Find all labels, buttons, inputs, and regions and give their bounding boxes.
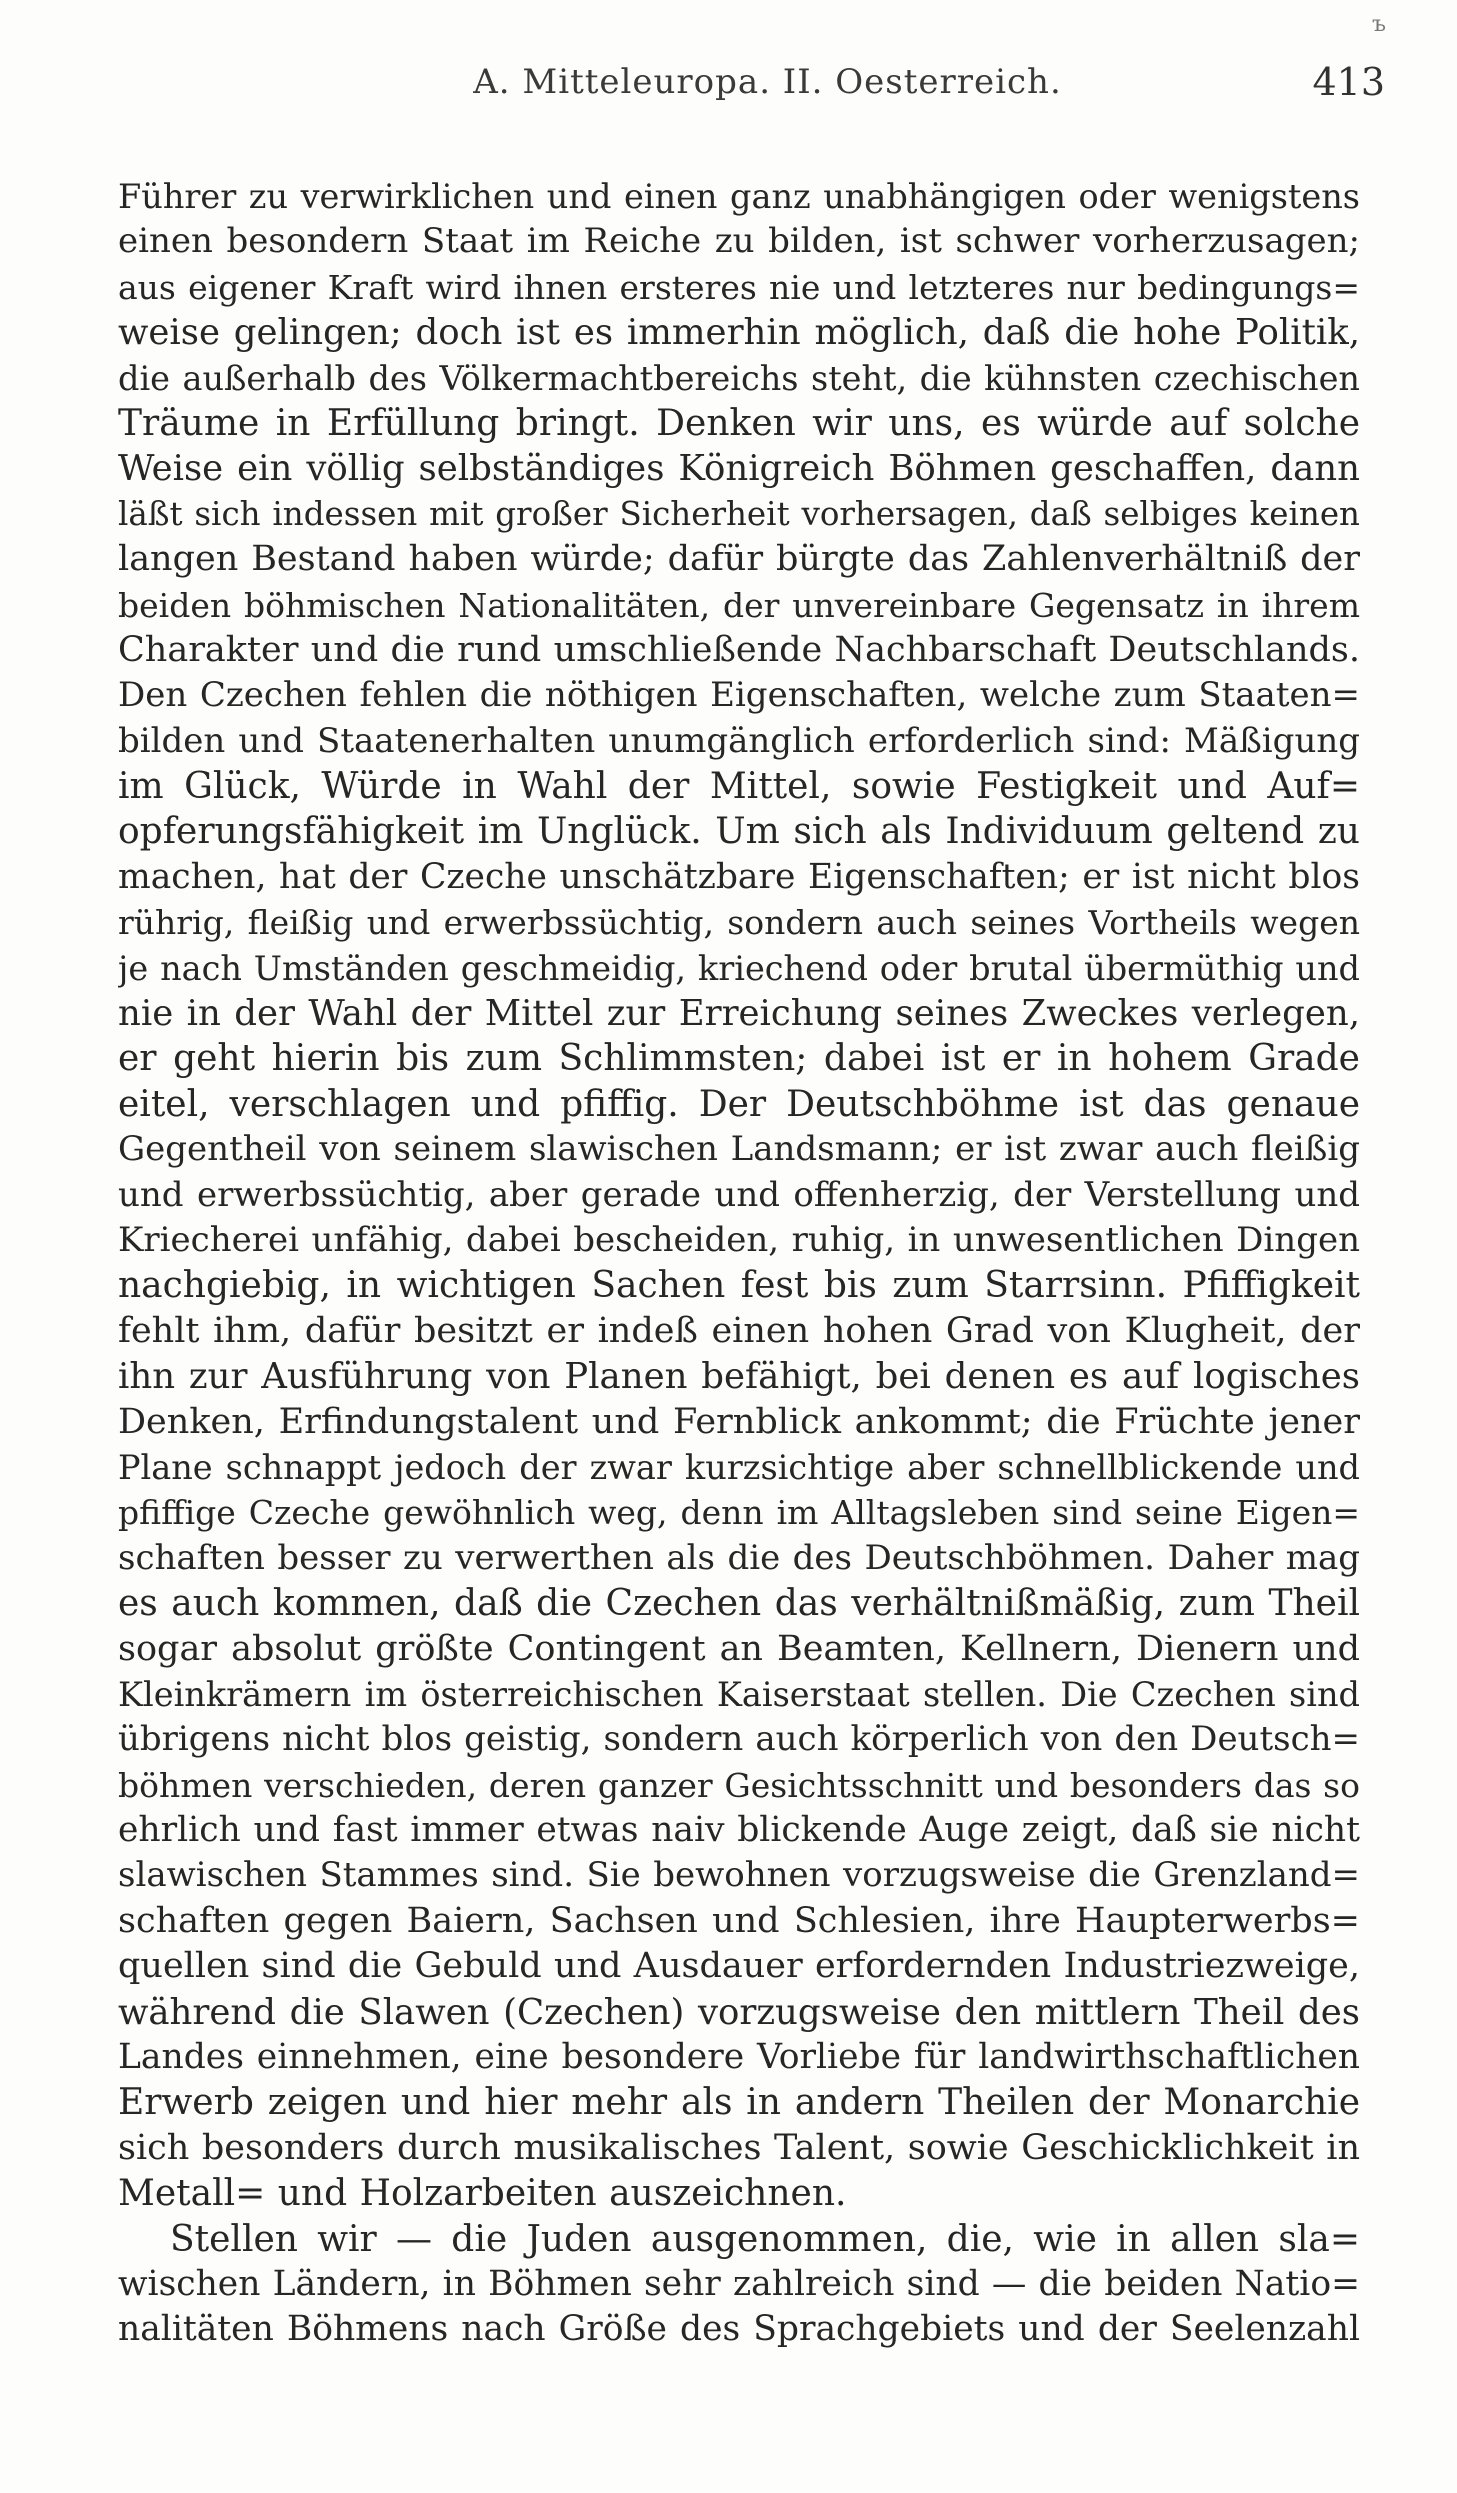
text-line: bilden und Staatenerhalten unumgänglich erforderlich sind: Mäßigung xyxy=(118,720,1360,761)
text-line: es auch kommen, daß die Czechen das verhältnißmäßig, zum Theil xyxy=(118,1583,1360,1625)
text-line: pfiffige Czeche gewöhnlich weg, denn im Alltagsleben sind seine Eigen= xyxy=(118,1493,1360,1533)
text-line: im Glück, Würde in Wahl der Mittel, sowie Festigkeit und Auf= xyxy=(118,766,1360,808)
text-line: je nach Umständen geschmeidig, kriechend oder brutal übermüthig und xyxy=(118,948,1360,988)
text-line: Gegentheil von seinem slawischen Landsmann; er ist zwar auch fleißig xyxy=(118,1129,1360,1170)
text-line: übrigens nicht blos geistig, sondern auch körperlich von den Deutsch= xyxy=(118,1719,1360,1760)
text-line: Kleinkrämern im österreichischen Kaiserstaat stellen. Die Czechen sind xyxy=(118,1674,1360,1714)
text-line: schaften gegen Baiern, Sachsen und Schlesien, ihre Haupterwerbs= xyxy=(118,1900,1360,1941)
text-line: nalitäten Böhmens nach Größe des Sprachgebiets und der Seelenzahl xyxy=(118,2309,1360,2350)
text-line: weise gelingen; doch ist es immerhin möglich, daß die hohe Politik, xyxy=(118,312,1360,354)
text-line: die außerhalb des Völkermachtbereichs steht, die kühnsten czechischen xyxy=(118,358,1360,398)
text-line: sich besonders durch musikalisches Talent, sowie Geschicklichkeit in xyxy=(118,2127,1360,2168)
text-line: während die Slawen (Czechen) vorzugsweise den mittlern Theil des xyxy=(118,1991,1360,2033)
body-text xyxy=(118,174,1360,2353)
text-line: Landes einnehmen, eine besondere Vorliebe für landwirthschaftlichen xyxy=(118,2037,1360,2078)
running-head-title: A. Mitteleuropa. II. Oesterreich. xyxy=(473,62,1062,102)
text-line: Erwerb zeigen und hier mehr als in andern Theilen der Monarchie xyxy=(118,2082,1360,2124)
text-line: schaften besser zu verwerthen als die des Deutschböhmen. Daher mag xyxy=(118,1537,1360,1578)
text-line: langen Bestand haben würde; dafür bürgte das Zahlenverhältniß der xyxy=(118,539,1360,580)
text-line: Charakter und die rund umschließende Nachbarschaft Deutschlands. xyxy=(118,629,1360,670)
text-line: machen, hat der Czeche unschätzbare Eigenschaften; er ist nicht blos xyxy=(118,856,1360,897)
text-line: wischen Ländern, in Böhmen sehr zahlreich sind — die beiden Natio= xyxy=(118,2263,1360,2304)
text-line: Denken, Erfindungstalent und Fernblick ankommt; die Früchte jener xyxy=(118,1401,1360,1442)
text-line: sogar absolut größte Contingent an Beamten, Kellnern, Dienern und xyxy=(118,1628,1360,1669)
text-line: rührig, fleißig und erwerbssüchtig, sondern auch seines Vortheils wegen xyxy=(118,903,1360,943)
text-line: Plane schnappt jedoch der zwar kurzsichtige aber schnellblickende und xyxy=(118,1447,1360,1487)
text-line: opferungsfähigkeit im Unglück. Um sich als Individuum geltend zu xyxy=(118,811,1360,853)
text-line: er geht hierin bis zum Schlimmsten; dabei ist er in hohem Grade xyxy=(118,1038,1360,1080)
text-line: läßt sich indessen mit großer Sicherheit vorhersagen, daß selbiges keinen xyxy=(118,494,1360,533)
text-line: ihn zur Ausführung von Planen befähigt, bei denen es auf logisches xyxy=(118,1356,1360,1398)
text-line: beiden böhmischen Nationalitäten, der unvereinbare Gegensatz in ihrem xyxy=(118,585,1360,625)
text-line: aus eigener Kraft wird ihnen ersteres nie und letzteres nur bedingungs= xyxy=(118,267,1360,307)
text-line: Führer zu verwirklichen und einen ganz unabhängigen oder wenigstens xyxy=(118,177,1360,216)
text-line: Den Czechen fehlen die nöthigen Eigenschaften, welche zum Staaten= xyxy=(118,675,1360,716)
text-line: eitel, verschlagen und pfiffig. Der Deutschböhme ist das genaue xyxy=(118,1083,1360,1125)
text-line: und erwerbssüchtig, aber gerade und offenherzig, der Verstellung und xyxy=(118,1174,1360,1215)
text-line: fehlt ihm, dafür besitzt er indeß einen hohen Grad von Klugheit, der xyxy=(118,1310,1360,1351)
page-number: 413 xyxy=(1312,60,1385,104)
text-line: Träume in Erfüllung bringt. Denken wir uns, es würde auf solche xyxy=(118,402,1360,444)
text-line: nie in der Wahl der Mittel zur Erreichung seines Zweckes verlegen, xyxy=(118,993,1360,1035)
text-line: ehrlich und fast immer etwas naiv blickende Auge zeigt, daß sie nicht xyxy=(118,1810,1360,1851)
text-line: Weise ein völlig selbständiges Königreich Böhmen geschaffen, dann xyxy=(118,448,1360,490)
text-line: Kriecherei unfähig, dabei bescheiden, ruhig, in unwesentlichen Dingen xyxy=(118,1219,1360,1260)
corner-mark: ъ xyxy=(1372,12,1386,37)
text-line: quellen sind die Gebuld und Ausdauer erfordernden Industriezweige, xyxy=(118,1946,1360,1987)
text-line: Metall= und Holzarbeiten auszeichnen. xyxy=(118,2173,847,2215)
text-line: Stellen wir — die Juden ausgenommen, die, wie in allen sla= xyxy=(170,2218,1360,2260)
text-line: slawischen Stammes sind. Sie bewohnen vorzugsweise die Grenzland= xyxy=(118,1855,1360,1896)
text-line: nachgiebig, in wichtigen Sachen fest bis zum Starrsinn. Pfiffigkeit xyxy=(118,1265,1360,1307)
running-head xyxy=(150,48,1385,108)
text-line: böhmen verschieden, deren ganzer Gesichtsschnitt und besonders das so xyxy=(118,1765,1360,1805)
text-line: einen besondern Staat im Reiche zu bilden, ist schwer vorherzusagen; xyxy=(118,221,1360,262)
